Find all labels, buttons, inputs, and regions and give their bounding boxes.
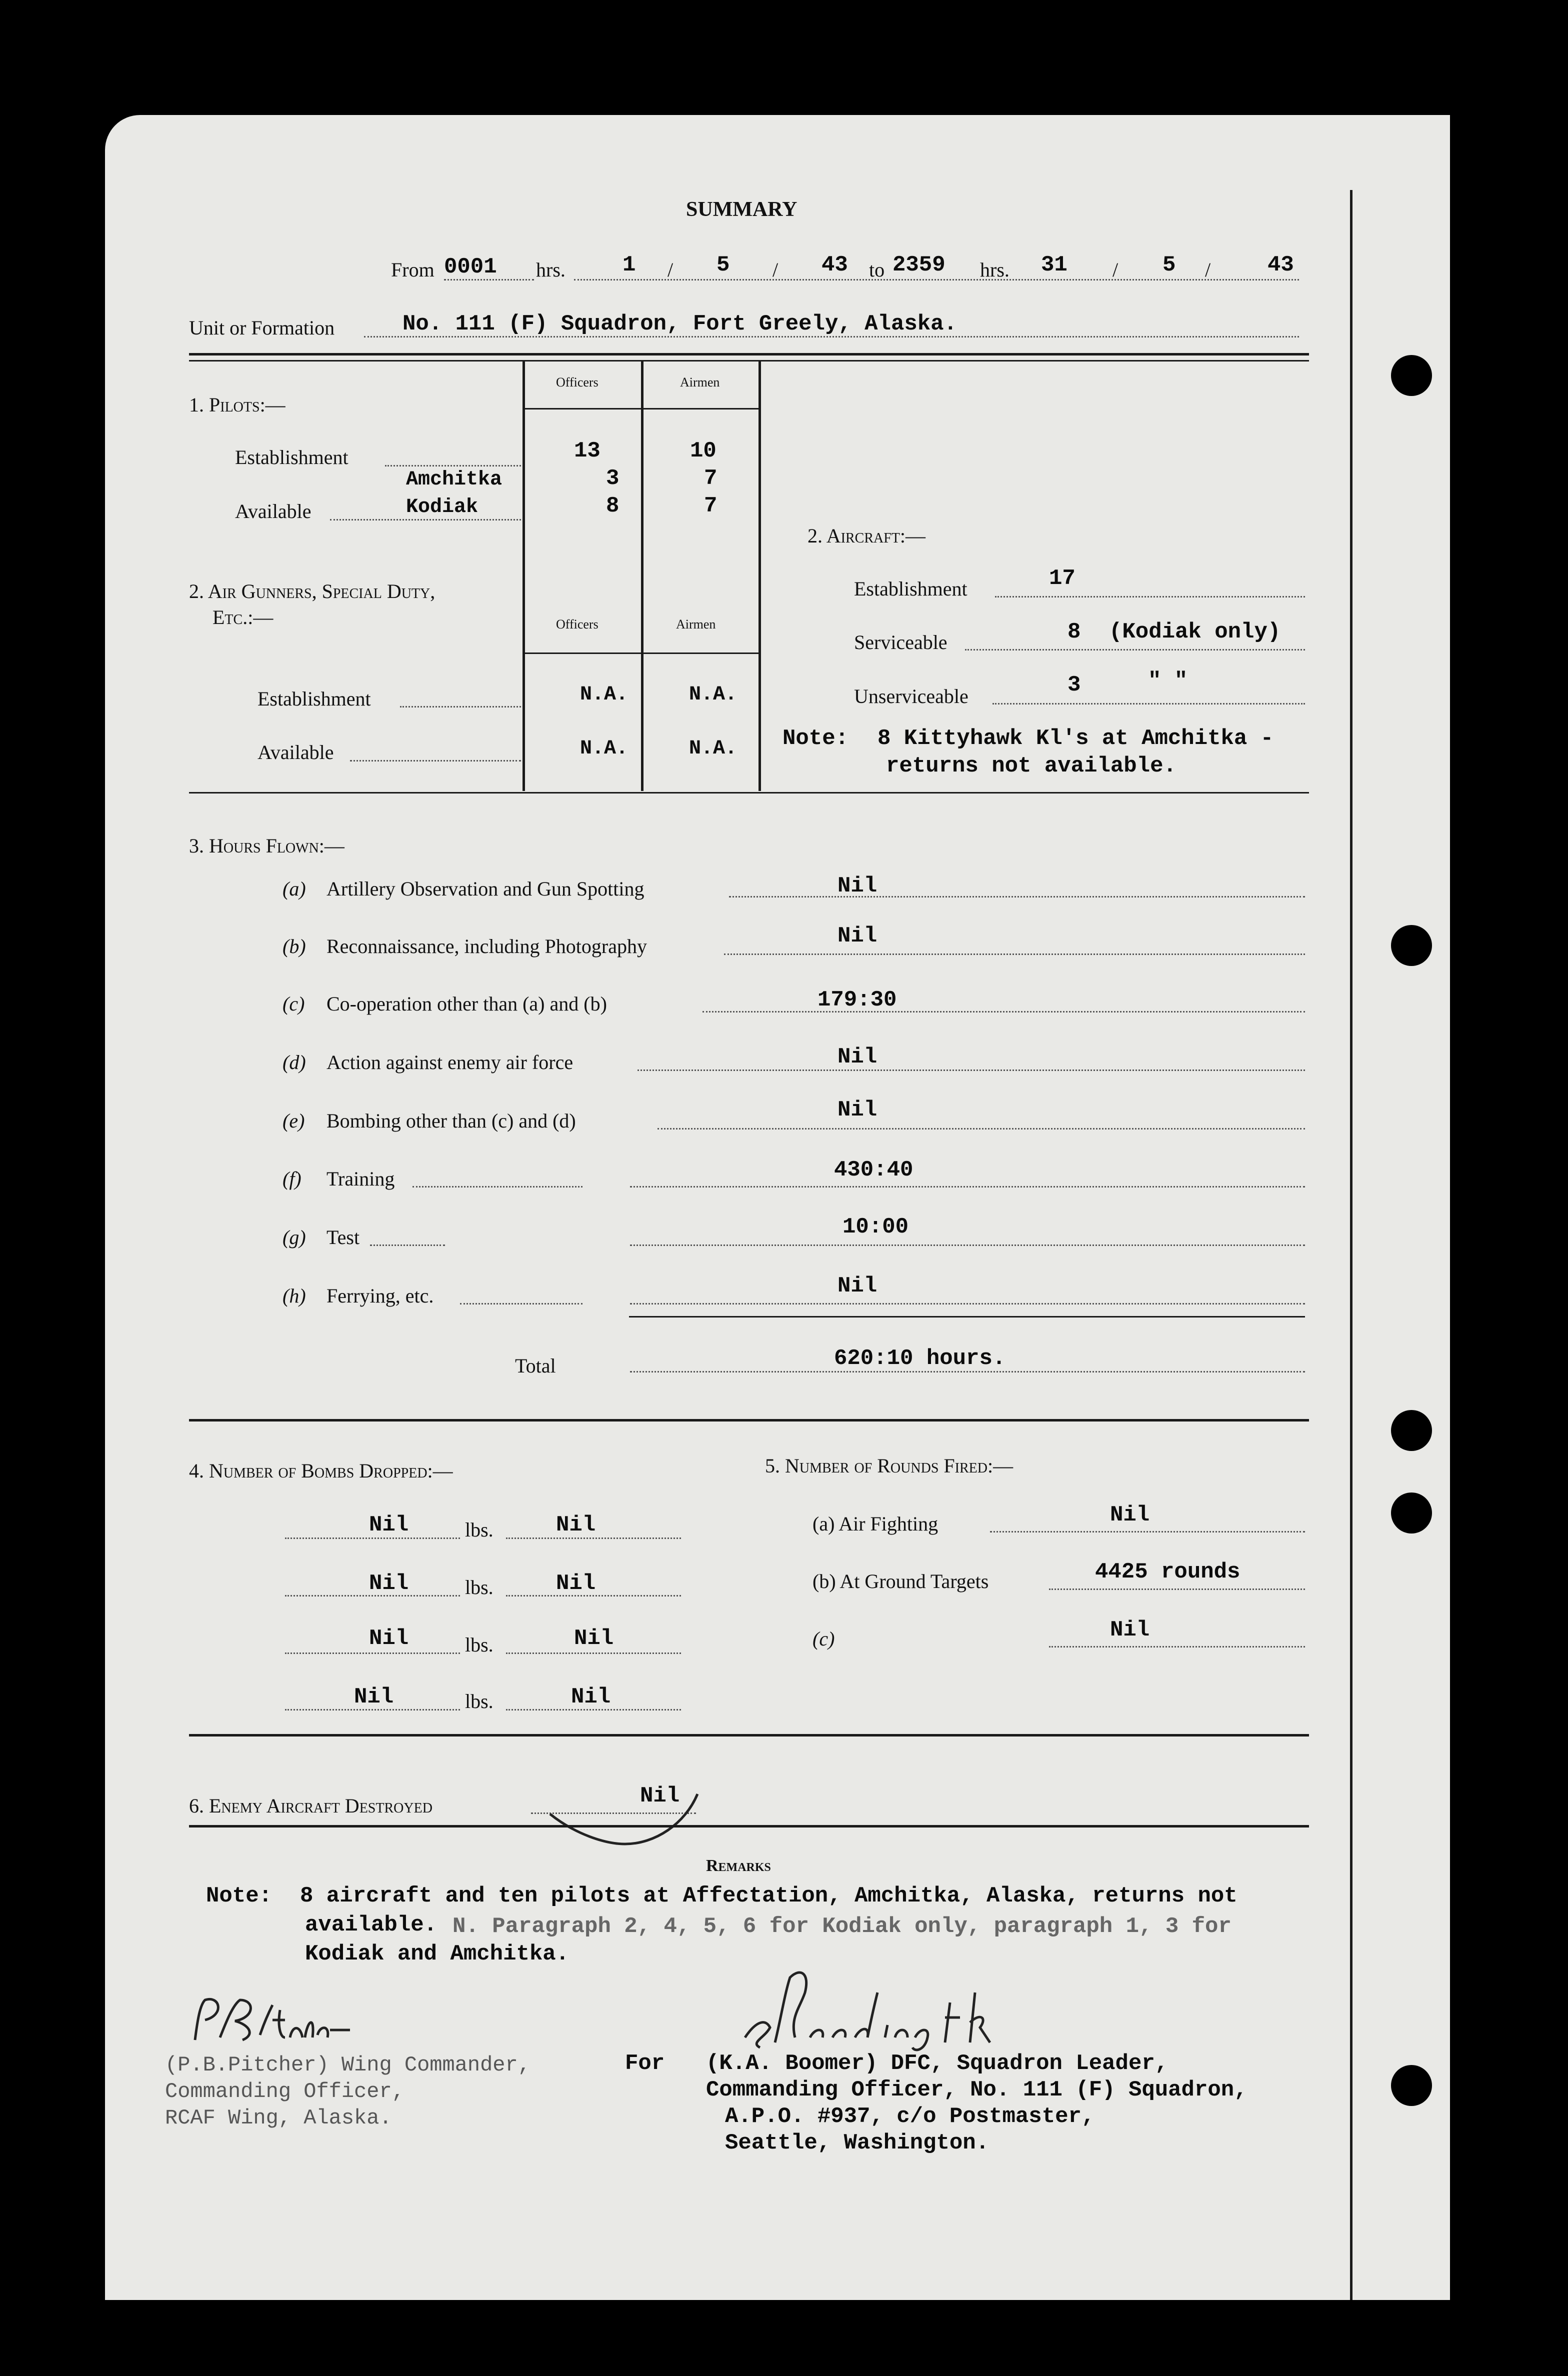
table-rule — [522, 652, 761, 654]
table-rule — [522, 361, 525, 791]
dotted-line — [1049, 1588, 1305, 1590]
aircraft-establishment-value: 17 — [1049, 566, 1076, 591]
bombs-weight: Nil — [571, 1684, 611, 1710]
remarks-line3: Kodiak and Amchitka. — [305, 1942, 570, 1966]
rounds-ground-label: (b) At Ground Targets — [812, 1570, 989, 1592]
dotted-line — [460, 1303, 582, 1304]
hours-row-value: 179:30 — [818, 988, 897, 1012]
pilots-heading: 1. Pilots:— — [189, 394, 286, 416]
dotted-line — [638, 1070, 1305, 1071]
signature-left-line2: Commanding Officer, — [165, 2080, 404, 2104]
table-rule — [522, 408, 761, 410]
rounds-air-value: Nil — [1110, 1502, 1150, 1528]
hours-total-value: 620:10 hours. — [834, 1346, 1006, 1371]
to-day: 31 — [1041, 252, 1068, 278]
aircraft-serviceable-label: Serviceable — [854, 631, 948, 654]
remarks-line2-b: N. Paragraph 2, 4, 5, 6 for Kodiak only, paragraph 1, 3 for — [452, 1914, 1232, 1939]
hours-row-label: Reconnaissance, including Photography — [326, 935, 647, 958]
dotted-line — [630, 1303, 1305, 1304]
bombs-heading: 4. Number of Bombs Dropped:— — [189, 1460, 453, 1482]
remarks-line2-a: available. — [305, 1912, 438, 1938]
aircraft-unserviceable-ditto: " " — [1148, 668, 1188, 694]
to-month: 5 — [1162, 252, 1176, 278]
bombs-count: Nil — [369, 1626, 409, 1651]
for-label: For — [625, 2051, 665, 2076]
signature-right-line1: (K.A. Boomer) DFC, Squadron Leader, — [706, 2051, 1168, 2076]
hours-row-letter: (c) — [282, 992, 305, 1015]
pilots-establishment-airmen: 10 — [690, 438, 716, 464]
section-rule — [189, 353, 1309, 356]
punch-hole — [1391, 925, 1432, 966]
hours-row-label: Training — [326, 1168, 395, 1190]
lbs-label: lbs. — [465, 1634, 494, 1656]
enemy-aircraft-value: Nil — [640, 1784, 680, 1808]
kodiak-officers: 8 — [606, 494, 620, 518]
dotted-line — [506, 1538, 681, 1539]
date-separator: / — [1112, 258, 1118, 281]
airmen-column-header: Airmen — [676, 617, 716, 632]
enemy-aircraft-label: 6. Enemy Aircraft Destroyed — [189, 1794, 432, 1817]
bombs-count: Nil — [354, 1684, 394, 1710]
date-separator: / — [1205, 258, 1211, 281]
gunners-establishment-officers: N.A. — [580, 684, 628, 706]
dotted-line — [630, 1186, 1305, 1188]
aircraft-note-line2: returns not available. — [886, 754, 1176, 778]
gunners-available-label: Available — [258, 741, 334, 764]
gunners-establishment-airmen: N.A. — [689, 684, 738, 706]
total-rule — [629, 1316, 1305, 1318]
hours-row-letter: (e) — [282, 1110, 305, 1132]
dotted-line — [285, 1652, 460, 1654]
hours-row-letter: (f) — [282, 1168, 302, 1190]
dotted-line — [630, 1371, 1305, 1372]
aircraft-unserviceable-label: Unserviceable — [854, 685, 968, 708]
margin-rule — [1350, 190, 1352, 2300]
bombs-weight: Nil — [556, 1571, 596, 1596]
pilots-establishment-officers: 13 — [574, 438, 600, 464]
signature-gooding — [735, 1962, 1035, 2058]
airmen-column-header: Airmen — [680, 375, 720, 390]
punch-hole — [1391, 2065, 1432, 2106]
signature-right-line3: A.P.O. #937, c/o Postmaster, — [725, 2104, 1095, 2129]
hours-row-value: Nil — [838, 1274, 878, 1298]
hours-row-value: 430:40 — [834, 1158, 914, 1182]
table-rule — [641, 361, 644, 791]
lbs-label: lbs. — [465, 1518, 494, 1541]
officers-column-header: Officers — [556, 617, 598, 632]
lbs-label: lbs. — [465, 1576, 494, 1598]
hours-row-label: Co-operation other than (a) and (b) — [326, 992, 607, 1015]
remarks-note-label: Note: — [206, 1884, 272, 1908]
signature-right-line4: Seattle, Washington. — [725, 2130, 990, 2156]
amchitka-officers: 3 — [606, 466, 620, 491]
pilots-establishment-label: Establishment — [235, 446, 348, 468]
aircraft-establishment-label: Establishment — [854, 578, 968, 600]
dotted-line — [506, 1652, 681, 1654]
amchitka-label: Amchitka — [406, 468, 502, 491]
punch-hole — [1391, 1492, 1432, 1534]
aircraft-note-label: Note: — [782, 726, 849, 751]
hours-row-value: Nil — [838, 874, 878, 898]
hours-heading: 3. Hours Flown:— — [189, 834, 344, 857]
hrs-label: hrs. — [536, 258, 566, 281]
section-rule — [189, 792, 1309, 794]
from-year: 43 — [822, 252, 848, 278]
rounds-c-label: (c) — [812, 1628, 835, 1650]
dotted-line — [992, 703, 1305, 704]
rounds-c-value: Nil — [1110, 1618, 1150, 1642]
dotted-line — [444, 279, 534, 280]
section-rule — [189, 1419, 1309, 1422]
dotted-line — [965, 649, 1305, 650]
dotted-line — [724, 954, 1305, 955]
signature-left-line3: RCAF Wing, Alaska. — [165, 2106, 392, 2130]
section-rule — [189, 360, 1309, 362]
kodiak-label: Kodiak — [406, 496, 478, 518]
section-rule — [189, 1825, 1309, 1828]
dotted-line — [350, 760, 521, 762]
from-time: 0001 — [444, 254, 497, 280]
signature-right-line2: Commanding Officer, No. 111 (F) Squadron, — [706, 2078, 1248, 2102]
gunners-establishment-label: Establishment — [258, 688, 371, 710]
from-label: From — [391, 258, 434, 281]
bombs-weight: Nil — [574, 1626, 614, 1651]
air-gunners-heading: 2. Air Gunners, Special Duty, — [189, 580, 436, 602]
hours-row-letter: (h) — [282, 1284, 306, 1307]
punch-hole — [1391, 1410, 1432, 1451]
unit-value: No. 111 (F) Squadron, Fort Greely, Alaska. — [402, 312, 957, 336]
section-rule — [189, 1734, 1309, 1736]
date-separator: / — [668, 258, 674, 281]
punch-hole — [1391, 355, 1432, 396]
aircraft-serviceable-value: 8 — [1068, 620, 1081, 644]
rounds-air-label: (a) Air Fighting — [812, 1512, 938, 1535]
kodiak-airmen: 7 — [704, 494, 718, 518]
air-gunners-heading-cont: Etc.:— — [212, 606, 274, 628]
dotted-line — [658, 1128, 1305, 1130]
dotted-line — [285, 1538, 460, 1539]
hours-row-label: Action against enemy air force — [326, 1051, 574, 1074]
hours-row-label: Ferrying, etc. — [326, 1284, 434, 1307]
page-title: SUMMARY — [686, 198, 798, 221]
dotted-line — [990, 1531, 1305, 1532]
unit-label: Unit or Formation — [189, 316, 335, 339]
hrs-label: hrs. — [980, 258, 1010, 281]
aircraft-heading: 2. Aircraft:— — [808, 524, 926, 547]
remarks-line1: 8 aircraft and ten pilots at Affectation, Amchitka, Alaska, returns not — [300, 1884, 1238, 1908]
pen-squiggle — [545, 1774, 705, 1854]
dotted-line — [385, 465, 521, 466]
gunners-available-airmen: N.A. — [689, 738, 738, 760]
rounds-heading: 5. Number of Rounds Fired:— — [765, 1454, 1014, 1477]
amchitka-airmen: 7 — [704, 466, 718, 491]
pilots-available-label: Available — [235, 500, 312, 522]
dotted-line — [1049, 1646, 1305, 1648]
hours-row-label: Bombing other than (c) and (d) — [326, 1110, 576, 1132]
dotted-line — [995, 596, 1305, 598]
hours-row-letter: (g) — [282, 1226, 306, 1248]
hours-row-value: Nil — [838, 1098, 878, 1122]
dotted-line — [400, 706, 521, 708]
dotted-line — [330, 519, 521, 520]
table-rule — [758, 361, 761, 791]
bombs-weight: Nil — [556, 1512, 596, 1538]
dotted-line — [630, 1244, 1305, 1246]
hours-row-value: Nil — [838, 1044, 878, 1070]
hours-row-letter: (b) — [282, 935, 306, 958]
officers-column-header: Officers — [556, 375, 598, 390]
gunners-available-officers: N.A. — [580, 738, 628, 760]
aircraft-unserviceable-value: 3 — [1068, 672, 1081, 698]
hours-row-label: Test — [326, 1226, 360, 1248]
date-separator: / — [772, 258, 778, 281]
signature-pitcher — [185, 1990, 365, 2055]
bombs-count: Nil — [369, 1571, 409, 1596]
hours-total-label: Total — [515, 1354, 556, 1377]
hours-row-value: Nil — [838, 924, 878, 948]
dotted-line — [702, 1011, 1305, 1012]
to-year: 43 — [1268, 252, 1294, 278]
to-time: 2359 — [892, 252, 946, 278]
hours-row-letter: (d) — [282, 1051, 306, 1074]
lbs-label: lbs. — [465, 1690, 494, 1712]
signature-left-line1: (P.B.Pitcher) Wing Commander, — [165, 2053, 530, 2077]
aircraft-note-line1: 8 Kittyhawk Kl's at Amchitka - — [878, 726, 1274, 751]
dotted-line — [412, 1186, 582, 1188]
aircraft-serviceable-note: (Kodiak only) — [1109, 620, 1281, 644]
to-label: to — [869, 258, 885, 281]
hours-row-label: Artillery Observation and Gun Spotting — [326, 878, 644, 900]
remarks-heading: Remarks — [706, 1856, 771, 1875]
from-month: 5 — [716, 252, 730, 278]
rounds-ground-value: 4425 rounds — [1095, 1560, 1240, 1584]
dotted-line — [574, 279, 1299, 280]
from-day: 1 — [622, 252, 636, 278]
hours-row-letter: (a) — [282, 878, 306, 900]
bombs-count: Nil — [369, 1512, 409, 1538]
dotted-line — [370, 1244, 445, 1246]
hours-row-value: 10:00 — [842, 1214, 909, 1240]
dotted-line — [729, 896, 1305, 898]
